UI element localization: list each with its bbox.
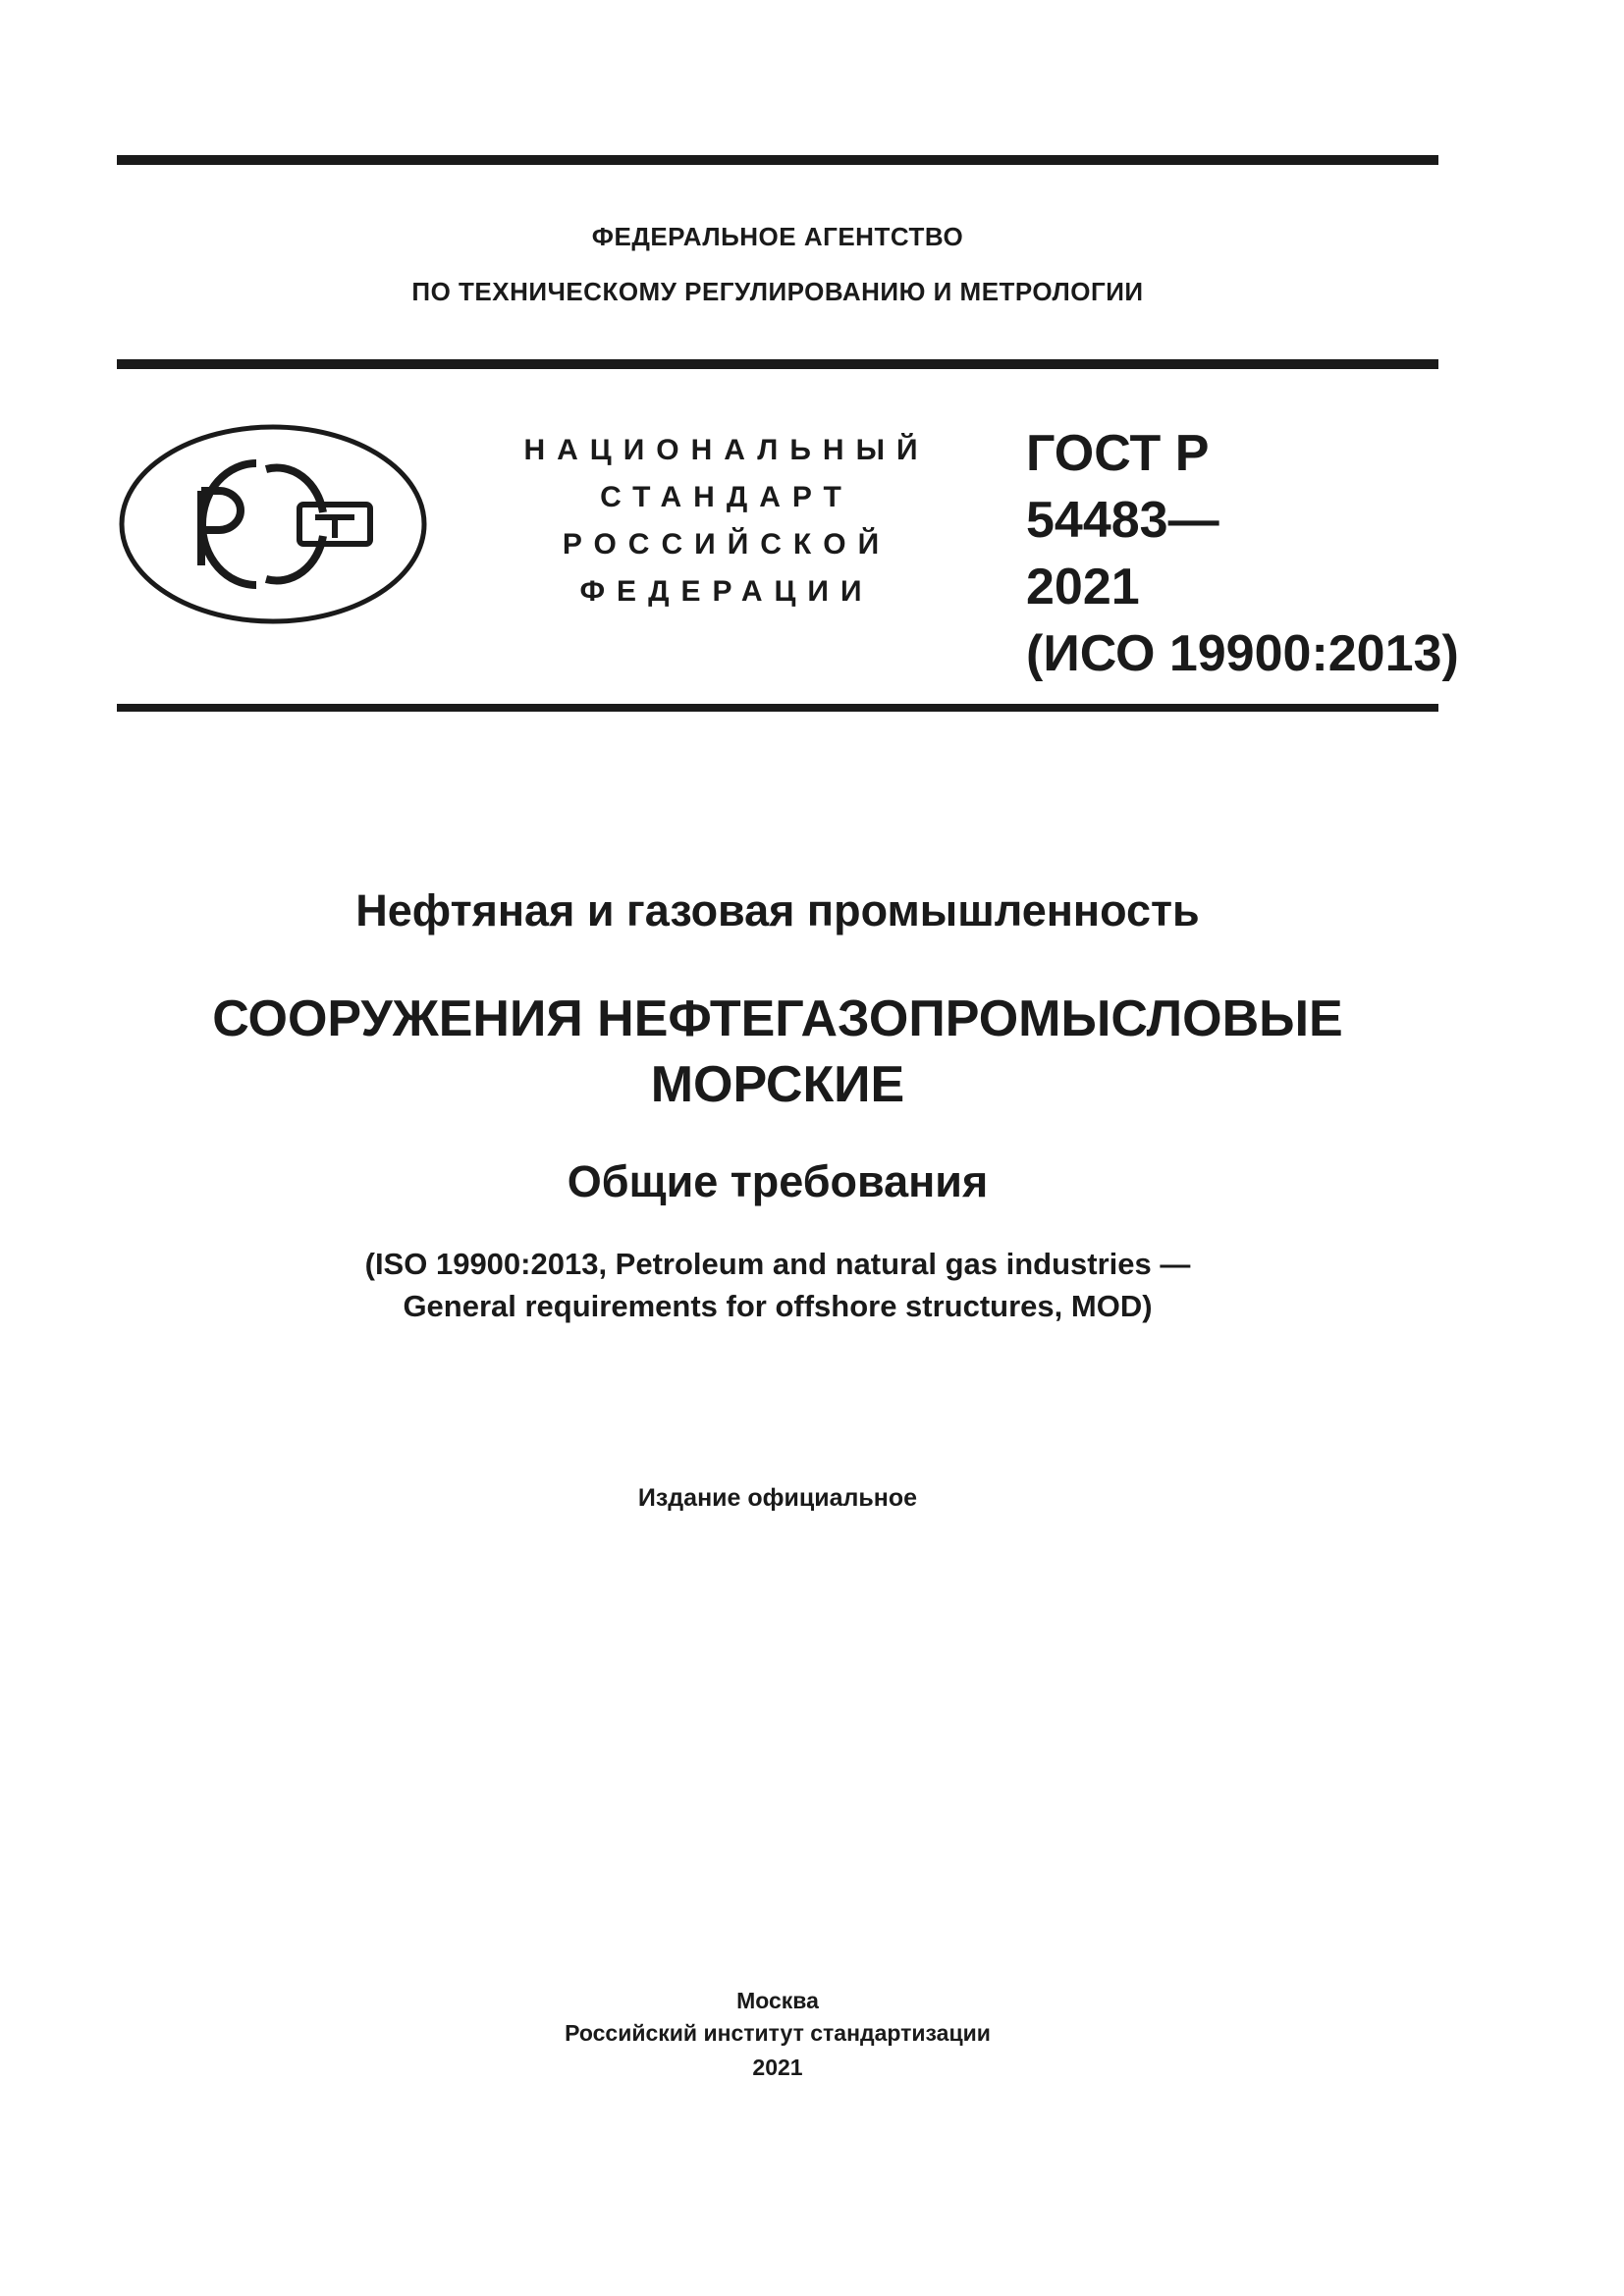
iso-reference-line2: General requirements for offshore structures, MOD) [403, 1289, 1153, 1323]
designation-line4: (ИСО 19900:2013) [1026, 625, 1459, 682]
national-standard-label [511, 427, 943, 615]
publication-city: Москва [736, 1988, 819, 2013]
industry-heading: Нефтяная и газовая промышленность [355, 885, 1200, 935]
national-standard-line3: РОССИЙСКОЙ [562, 528, 892, 561]
national-standard-line4: ФЕДЕРАЦИИ [579, 575, 874, 608]
agency-name-line1: ФЕДЕРАЛЬНОЕ АГЕНТСТВО [591, 222, 964, 251]
rst-certification-mark-icon [117, 422, 429, 626]
designation-line1: ГОСТ Р [1026, 425, 1210, 482]
publisher-name: Российский институт стандартизации [565, 2020, 991, 2046]
agency-name-line2: ПО ТЕХНИЧЕСКОМУ РЕГУЛИРОВАНИЮ И МЕТРОЛОГИИ [411, 277, 1144, 306]
top-rule [117, 155, 1438, 165]
designation-line3: 2021 [1026, 559, 1140, 615]
header-rule [117, 359, 1438, 369]
designation-rule [117, 704, 1438, 712]
national-standard-line2: СТАНДАРТ [600, 481, 853, 513]
national-standard-line1: НАЦИОНАЛЬНЫЙ [523, 434, 930, 466]
document-title-line1: СООРУЖЕНИЯ НЕФТЕГАЗОПРОМЫСЛОВЫЕ [212, 990, 1343, 1047]
iso-reference-line1: (ISO 19900:2013, Petroleum and natural gas industries — [364, 1247, 1191, 1281]
edition-note: Издание официальное [637, 1484, 918, 1512]
designation-line2: 54483— [1026, 492, 1219, 549]
publication-year: 2021 [752, 2055, 803, 2080]
standard-designation [1026, 420, 1459, 687]
document-title-line2: МОРСКИЕ [650, 1056, 905, 1113]
document-subtitle: Общие требования [567, 1156, 989, 1206]
